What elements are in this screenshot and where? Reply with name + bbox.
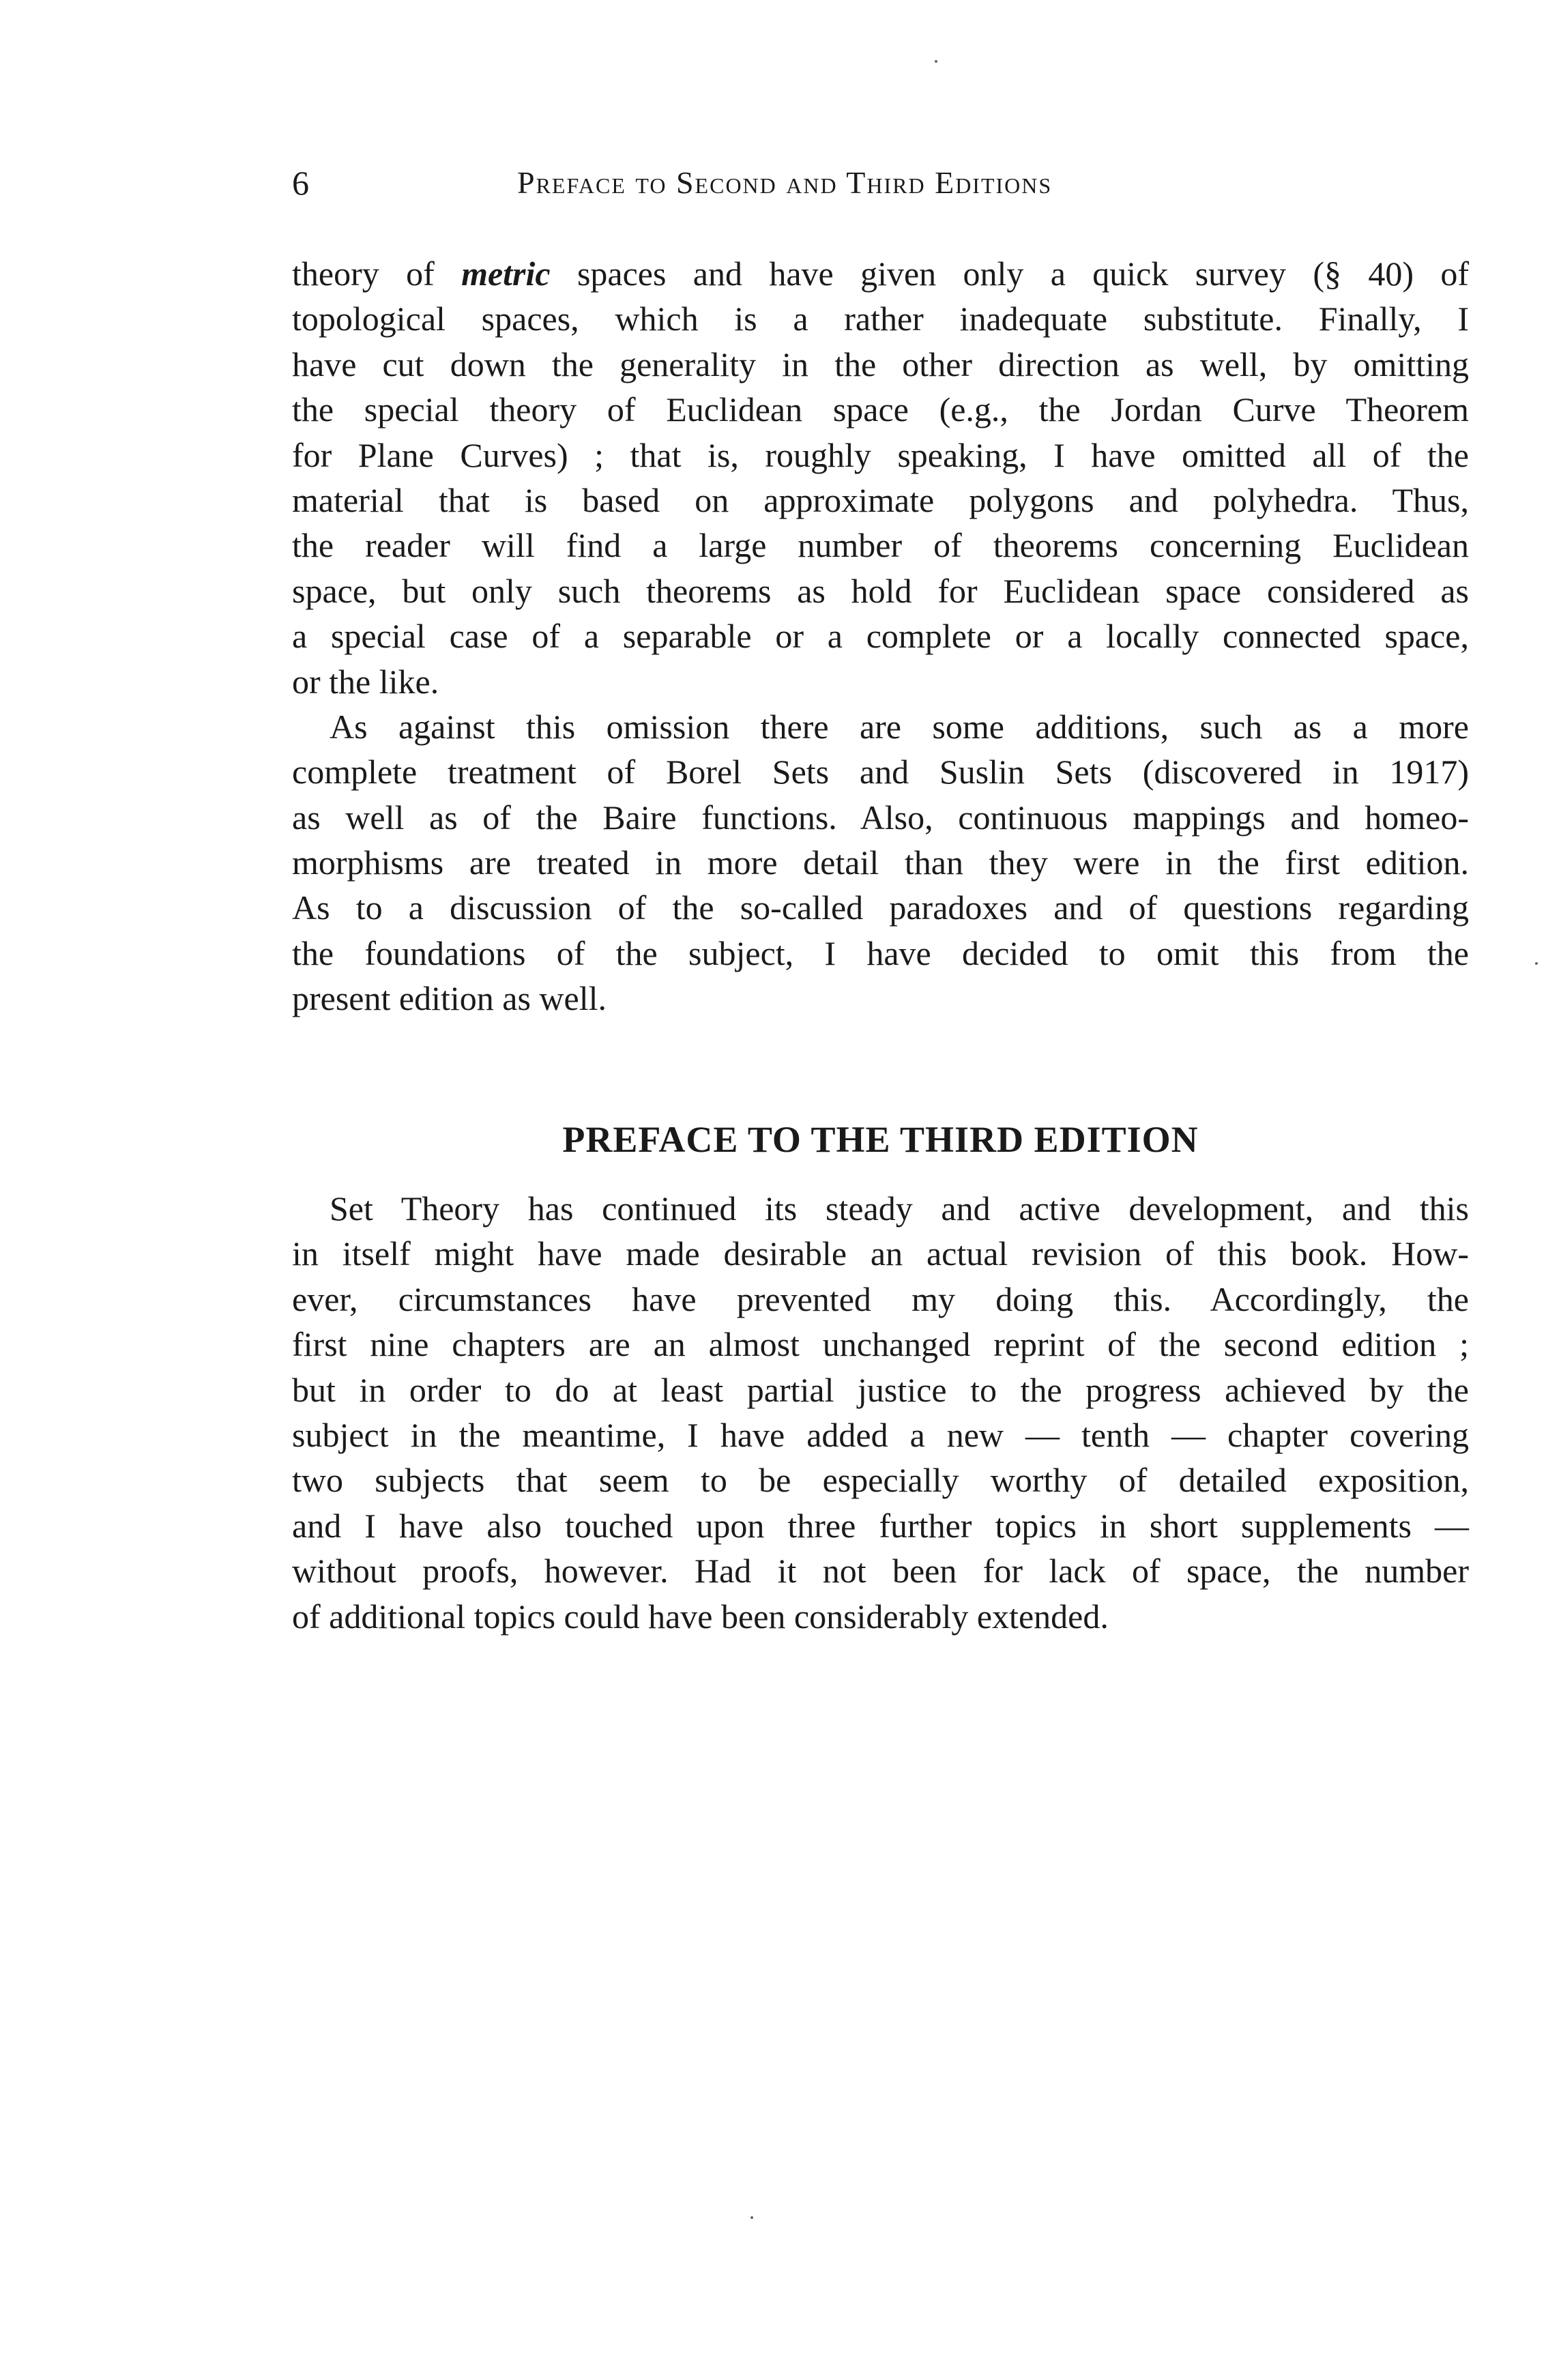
text-line: present edition as well. <box>292 979 607 1018</box>
text-line: first nine chapters are an almost unchanged reprint of the second edition ; <box>292 1325 1469 1364</box>
text-line: morphisms are treated in more detail than they were in the first edition. <box>292 843 1469 882</box>
text-line: Set Theory has continued its steady and active development, and this <box>330 1189 1469 1228</box>
text-line: As against this omission there are some additions, such as a more <box>330 707 1469 746</box>
text-line: and I have also touched upon three further topics in short supplements — <box>292 1506 1469 1545</box>
text-line: without proofs, however. Had it not been for lack of space, the number <box>292 1552 1469 1591</box>
text-line: as well as of the Baire functions. Also, continuous mappings and homeo- <box>292 798 1469 837</box>
second-edition-continuation <box>292 251 1469 1021</box>
text-line: have cut down the generality in the other direction as well, by omitting <box>292 345 1469 383</box>
third-edition-preface <box>292 1186 1469 1639</box>
text-line: but in order to do at least partial justice to the progress achieved by the <box>292 1370 1469 1409</box>
text-line: of additional topics could have been considerably extended. <box>292 1597 1109 1636</box>
text-line: the special theory of Euclidean space (e.g., the Jordan Curve Theorem <box>292 390 1469 429</box>
emphasis-metric: metric <box>461 255 551 293</box>
text-line: theory of metric spaces and have given only a quick survey (§ 40) of <box>292 255 1469 293</box>
running-title: Preface to Second and Third Editions <box>517 165 1053 200</box>
scan-speck <box>750 2216 753 2219</box>
text-line: topological spaces, which is a rather inadequate substitute. Finally, I <box>292 300 1469 338</box>
text-line: ever, circumstances have prevented my doing this. Accordingly, the <box>292 1279 1469 1318</box>
text-line: two subjects that seem to be especially worthy of detailed exposition, <box>292 1461 1469 1500</box>
text-line: complete treatment of Borel Sets and Suslin Sets (discovered in 1917) <box>292 753 1469 792</box>
text-line: material that is based on approximate polygons and polyhedra. Thus, <box>292 480 1469 519</box>
text-line: the foundations of the subject, I have decided to omit this from the <box>292 933 1469 972</box>
text-line: in itself might have made desirable an actual revision of this book. How- <box>292 1234 1469 1273</box>
running-head <box>292 156 1469 210</box>
text-line: a special case of a separable or a complete or a locally connected space, <box>292 617 1469 656</box>
text-line: the reader will find a large number of theorems concerning Euclidean <box>292 526 1469 565</box>
text-line: or the like. <box>292 662 439 701</box>
text-line: space, but only such theorems as hold for Euclidean space considered as <box>292 571 1469 610</box>
text-line: As to a discussion of the so-called paradoxes and of questions regarding <box>292 888 1469 927</box>
text-line: subject in the meantime, I have added a new — tenth — chapter covering <box>292 1415 1469 1454</box>
section-heading: PREFACE TO THE THIRD EDITION <box>562 1119 1199 1160</box>
page-number: 6 <box>292 164 309 202</box>
scan-speck <box>935 60 937 63</box>
scan-speck <box>1535 962 1538 965</box>
text-line: for Plane Curves) ; that is, roughly speaking, I have omitted all of the <box>292 435 1469 474</box>
